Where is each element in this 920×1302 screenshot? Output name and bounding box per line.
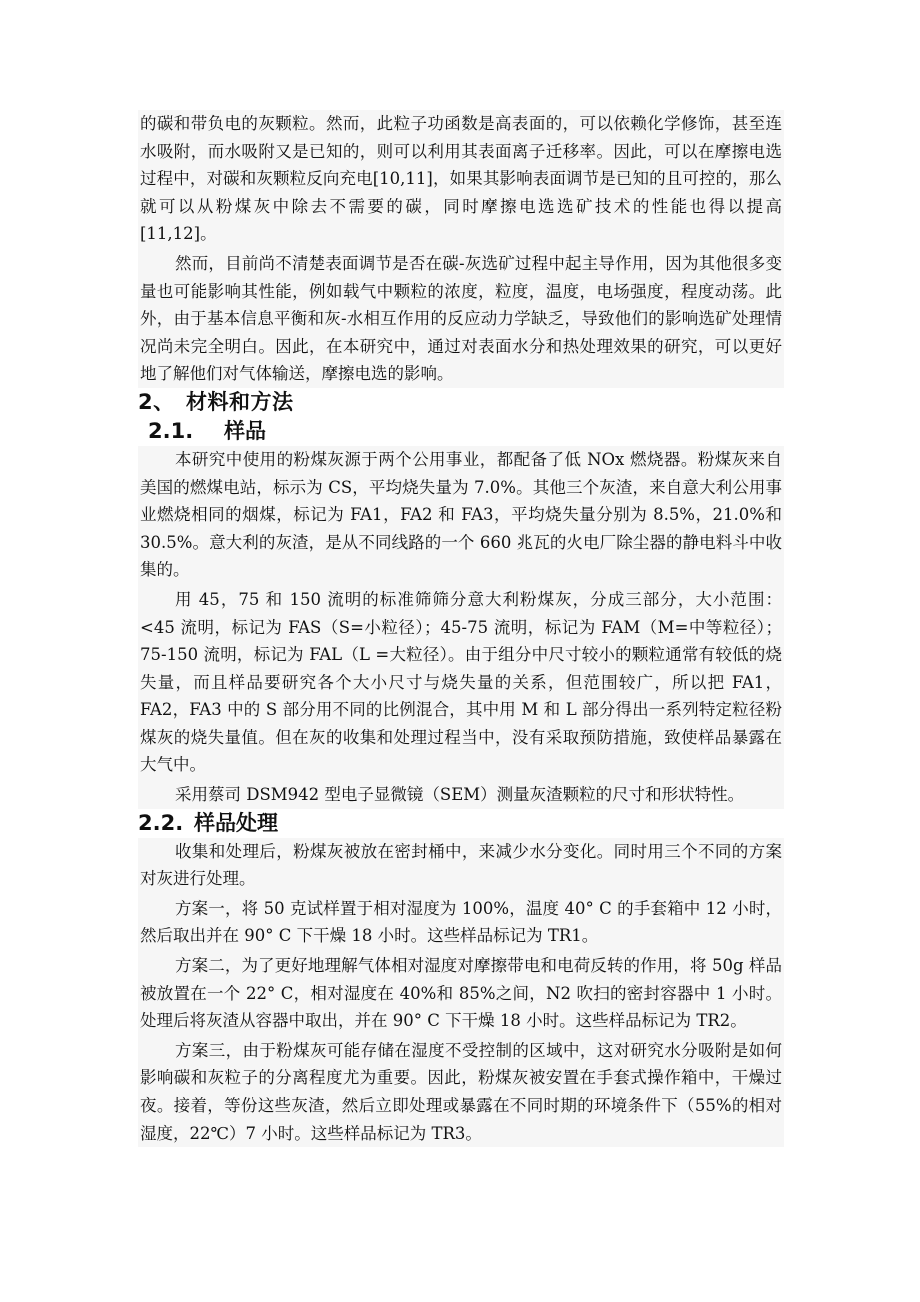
section-number: 2、 [138, 389, 175, 414]
paragraph-sem: 采用蔡司 DSM942 型电子显微镜（SEM）测量灰渣颗粒的尺寸和形状特性。 [175, 785, 745, 805]
subsection-heading-samples [138, 417, 784, 446]
paragraph-intro-continued: 的碳和带负电的灰颗粒。然而，此粒子功函数是高表面的，可以依赖化学修饰，甚至连水吸附，而水吸附又是已知的，则可以利用其表面离子迁移率。因此，可以在摩擦电选过程中，对碳和灰颗粒反向充电[10,11]，如果其影响表面调节是已知的且可控的，那么就可以从粉煤灰中除去不需要的碳，同时摩擦电选选矿技术的性能也得以提高 [11,12]。 [140, 114, 782, 244]
paragraph-scheme-one: 方案一，将 50 克试样置于相对湿度为 100%，温度 40° C 的手套箱中 12 小时，然后取出并在 90° C 下干燥 18 小时。这些样品标记为 TR1。 [140, 898, 782, 946]
paragraph-uncertainty: 然而，目前尚不清楚表面调节是否在碳-灰选矿过程中起主导作用，因为其他很多变量也可能影响其性能，例如载气中颗粒的浓度，粒度，温度，电场强度，程度动荡。此外，由于基本信息平衡和灰-水相互作用的反应动力学缺乏，导致他们的影响选矿处理情况尚未完全明白。因此，在本研究中，通过对表面水分和热处理效果的研究，可以更好地了解他们对气体输送，摩擦电选的影响。 [140, 253, 782, 384]
paragraph-sieving: 用 45，75 和 150 流明的标准筛筛分意大利粉煤灰，分成三部分，大小范围：<45 流明，标记为 FAS（S=小粒径）；45-75 流明，标记为 FAM（M=中等粒径）；75-150 流明，标记为 FAL（L =大粒径）。由于组分中尺寸较小的颗粒通常有较低的烧失量，而且样品要研究各个大小尺寸与烧失量的关系，但范围较广，所以把 FA1，FA2，FA3 中的 S 部分用不同的比例混合，其中用 M 和 L 部分得出一系列特定粒径粉煤灰的烧失量值。但在灰的收集和处理过程当中，没有采取预防措施，致使样品暴露在大气中。 [140, 589, 782, 775]
paragraph-scheme-three: 方案三，由于粉煤灰可能存储在湿度不受控制的区域中，这对研究水分吸附是如何影响碳和灰粒子的分离程度尤为重要。因此，粉煤灰被安置在手套式操作箱中，干燥过夜。接着，等份这些灰渣，然后立即处理或暴露在不同时期的环境条件下（55%的相对湿度，22℃）7 小时。这些样品标记为 TR3。 [140, 1040, 782, 1143]
subsection-heading-sample-treatment [138, 809, 784, 838]
subsection-title: 样品 [224, 418, 266, 443]
section-heading-materials-methods [138, 388, 784, 417]
paragraph-treatment-overview: 收集和处理后，粉煤灰被放在密封桶中，来减少水分变化。同时用三个不同的方案对灰进行处理。 [140, 841, 782, 889]
subsection-number: 2.1. [148, 418, 194, 443]
paragraph-scheme-two: 方案二，为了更好地理解气体相对湿度对摩擦带电和电荷反转的作用，将 50g 样品被放置在一个 22° C，相对湿度在 40%和 85%之间，N2 吹扫的密封容器中 1 小时。处理后将灰渣从容器中取出，并在 90° C 下干燥 18 小时。这些样品标记为 TR2。 [140, 956, 782, 1031]
section-title: 材料和方法 [186, 389, 294, 414]
subsection-title: 样品处理 [194, 810, 278, 835]
document-body [138, 110, 784, 1147]
paragraph-fly-ash-sources: 本研究中使用的粉煤灰源于两个公用事业，都配备了低 NOx 燃烧器。粉煤灰来自美国的燃煤电站，标示为 CS，平均烧失量为 7.0%。其他三个灰渣，来自意大利公用事业燃烧相同的烟煤，标记为 FA1，FA2 和 FA3，平均烧失量分别为 8.5%，21.0%和 30.5%。意大利的灰渣，是从不同线路的一个 660 兆瓦的火电厂除尘器的静电料斗中收集的。 [140, 449, 782, 580]
subsection-number: 2.2. [138, 810, 184, 835]
